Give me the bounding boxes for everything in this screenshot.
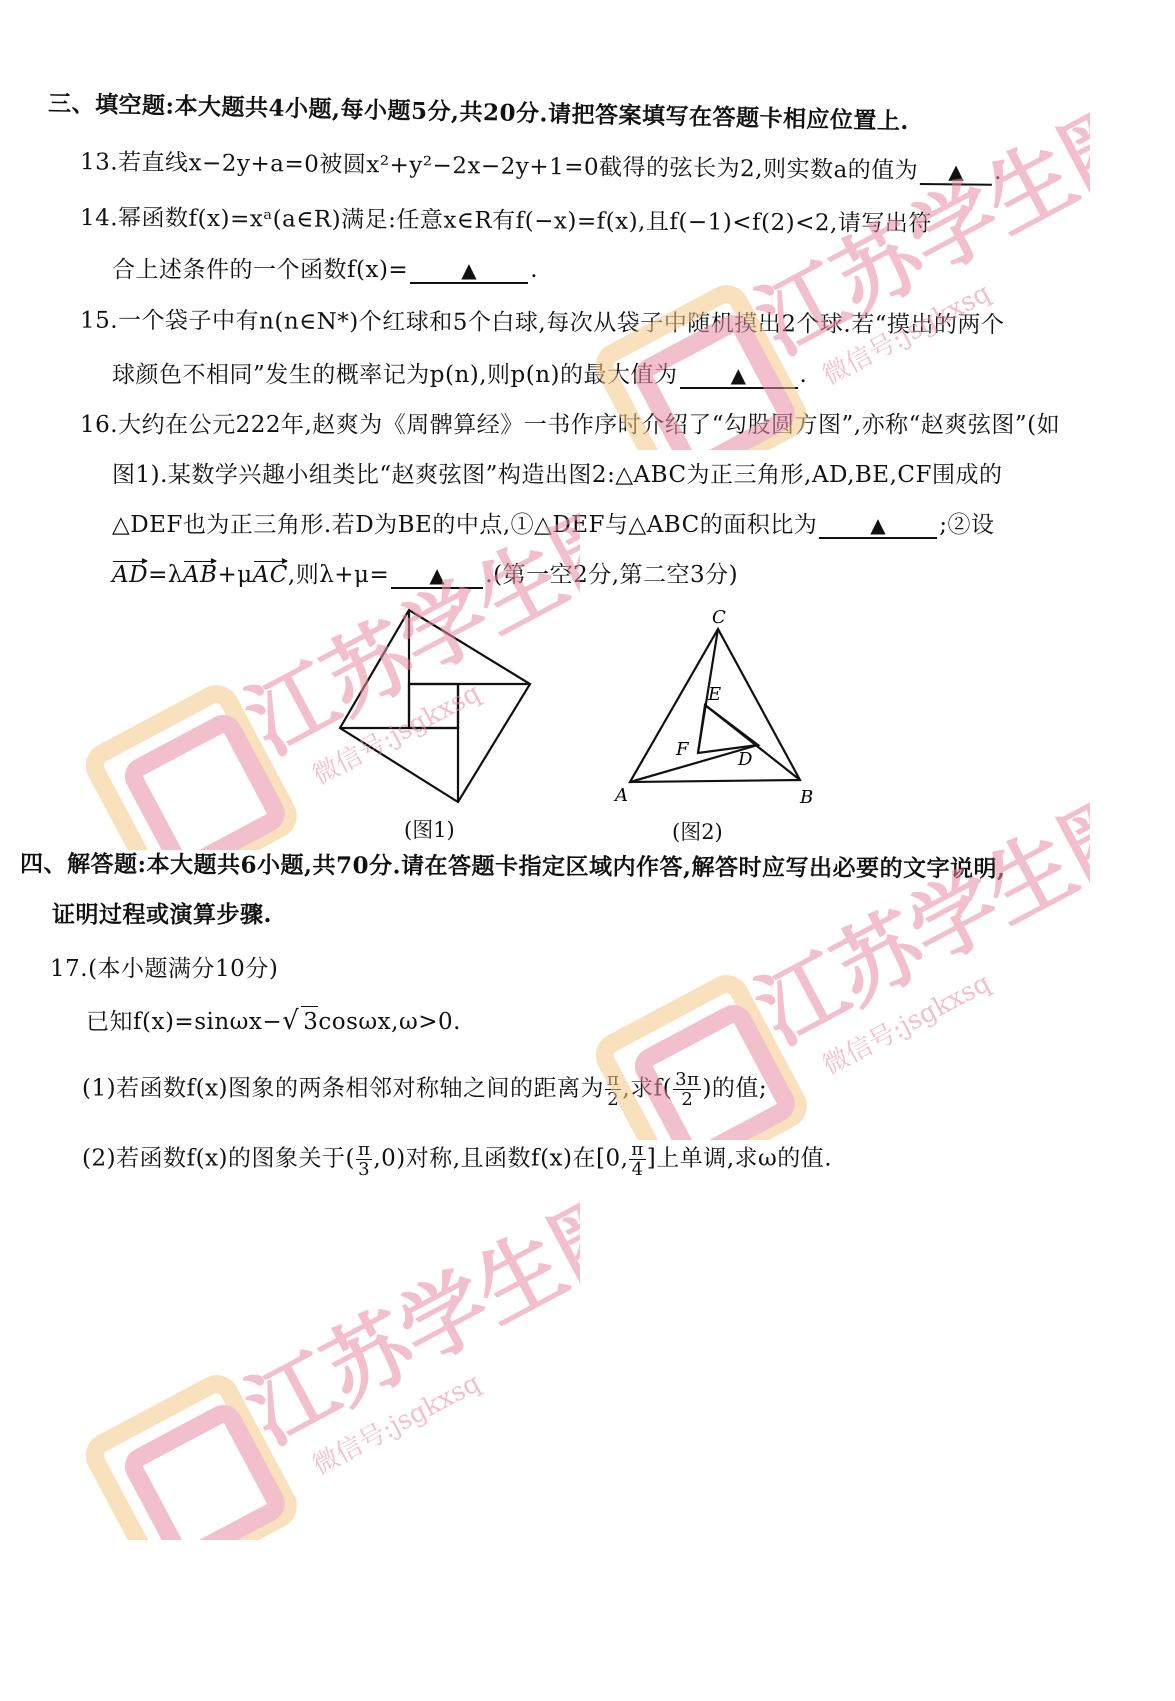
- q13-answer-blank[interactable]: ▲: [920, 159, 992, 186]
- q15-number: 15.: [79, 307, 119, 334]
- fig1-inner-square: [409, 684, 458, 728]
- section4-intro: :本大题共6小题,共70分.请在答题卡指定区域内作答,解答时应写出必要的文字说明,: [137, 851, 1006, 883]
- question-13: [80, 147, 1002, 187]
- question-16-line4: [112, 560, 738, 590]
- question-17-header: 17.(本小题满分10分): [50, 956, 279, 982]
- label-a: A: [615, 785, 628, 805]
- question-15-line1: [80, 306, 1005, 341]
- watermark-brand-text: 江苏学生圈: [741, 772, 1090, 1064]
- watermark-wechat-text: 微信号:jsgkxsq: [307, 678, 486, 792]
- q14-answer-blank[interactable]: ▲: [410, 258, 528, 284]
- vector-ad: AD: [112, 562, 149, 588]
- q17-part2-a: (2)若函数f(x)的图象关于(: [82, 1145, 355, 1172]
- section4-heading: 四、解答题: [19, 850, 138, 879]
- frac-den: 2: [607, 1089, 620, 1110]
- q16-blank2[interactable]: ▲: [391, 563, 483, 589]
- watermark-wechat-text: 微信号:jsgkxsq: [817, 968, 996, 1082]
- section3-intro: :本大题共4小题,每小题5分,共20分.请把答案填写在答题卡相应位置上.: [165, 92, 910, 136]
- q15-end: .: [799, 362, 808, 388]
- q14-end: .: [530, 257, 539, 283]
- label-d: D: [738, 749, 753, 770]
- label-c: C: [712, 607, 726, 628]
- q17-given-a: 已知f(x)=sinωx−: [86, 1009, 283, 1035]
- watermark-bottom-left: [60, 1160, 580, 1540]
- label-f: F: [676, 739, 689, 760]
- label-e: E: [708, 684, 722, 705]
- q16-blank1[interactable]: ▲: [819, 513, 937, 539]
- q17-given-b: cosωx,ω>0.: [318, 1009, 461, 1035]
- q17-part2-b: ,0)对称,且函数f(x)在[0,: [373, 1145, 629, 1172]
- question-14-line2: [112, 255, 538, 285]
- question-17-part2: [82, 1140, 832, 1179]
- question-16-line3: [112, 510, 994, 540]
- figure-2-caption: (图2): [672, 820, 723, 844]
- watermark-wechat-text: 微信号:jsgkxsq: [817, 278, 996, 392]
- q16-line3-end: ;②设: [939, 512, 995, 538]
- q16-line2: 图1).某数学兴趣小组类比“赵爽弦图”构造出图2:△ABC为正三角形,AD,BE,CF围成的: [112, 462, 1003, 488]
- question-15-line2: [112, 360, 807, 390]
- vector-ab: AB: [182, 562, 218, 588]
- q16-line4-a: =λ: [148, 562, 183, 588]
- q17-part2-c: ]上单调,求ω的值.: [646, 1145, 833, 1172]
- figure-1-caption: (图1): [404, 818, 455, 842]
- question-16-line2: [112, 460, 1002, 490]
- q15-line2: 球颜色不相同”发生的概率记为p(n),则p(n)的最大值为: [112, 362, 678, 388]
- section3-heading: 三、填空题: [47, 89, 166, 120]
- q17-part1-b: ,求f(: [622, 1075, 673, 1102]
- q16-line3: △DEF也为正三角形.若D为BE的中点,①△DEF与△ABC的面积比为: [112, 512, 818, 538]
- section4-intro-line2: 证明过程或演算步骤.: [52, 901, 273, 928]
- q17-given-sqrt: 3: [301, 1006, 318, 1037]
- frac-den: 4: [631, 1159, 644, 1180]
- frac-num: π: [607, 1069, 620, 1090]
- frac-den: 2: [681, 1089, 694, 1110]
- q14-line2: 合上述条件的一个函数f(x)=: [112, 257, 409, 283]
- watermark-brand-text: 江苏学生圈: [741, 82, 1090, 374]
- q16-line4-b: +μ: [217, 562, 253, 588]
- watermark-wechat-text: 微信号:jsgkxsq: [307, 1368, 486, 1482]
- vector-ac: AC: [252, 562, 288, 588]
- question-16-line1: [80, 410, 1060, 440]
- figure-2-diagram: [610, 605, 820, 805]
- frac-num: 3π: [675, 1069, 700, 1090]
- question-14-line1: [80, 203, 932, 239]
- section4-heading-line: [20, 849, 1006, 884]
- frac-num: π: [631, 1139, 644, 1160]
- q17-part1-c: )的值;: [702, 1075, 768, 1102]
- q16-number: 16.: [80, 412, 119, 438]
- fig1-outer-square: [340, 610, 530, 802]
- q14-number: 14.: [79, 205, 119, 232]
- question-17-part1: [82, 1070, 767, 1109]
- q17-part2-fraction2: [629, 1140, 645, 1179]
- section3-heading-line: [48, 89, 909, 137]
- q13-text: 若直线x−2y+a=0被圆x²+y²−2x−2y+1=0截得的弦长为2,则实数a的值为: [117, 149, 919, 184]
- fig2-triangle-def: [698, 705, 758, 753]
- watermark-logo-icon: [60, 1160, 580, 1540]
- sqrt-sign-icon: √: [282, 1006, 300, 1036]
- q16-line4-c: ,则λ+μ=: [287, 562, 390, 588]
- q13-number: 13.: [79, 149, 119, 176]
- q17-part1-a: (1)若函数f(x)图象的两条相邻对称轴之间的距离为: [82, 1075, 605, 1102]
- q17-part1-fraction2: [673, 1070, 701, 1109]
- figure-1-diagram: [330, 600, 545, 815]
- q15-answer-blank[interactable]: ▲: [680, 363, 798, 389]
- q17-part1-fraction: [605, 1070, 621, 1109]
- label-b: B: [800, 787, 814, 805]
- watermark-brand-text: 江苏学生圈: [231, 482, 580, 774]
- q15-line1: 一个袋子中有n(n∈N*)个红球和5个白球,每次从袋子中随机摸出2个球.若“摸出的两个: [118, 307, 1005, 339]
- question-17-given: [86, 1006, 461, 1037]
- frac-den: 3: [358, 1159, 371, 1180]
- q16-line4-end: .(第一空2分,第二空3分): [485, 562, 739, 588]
- q16-line1: 大约在公元222年,赵爽为《周髀算经》一书作序时介绍了“勾股圆方图”,亦称“赵爽弦图”(如: [118, 412, 1061, 438]
- watermark-brand-text: 江苏学生圈: [231, 1172, 580, 1464]
- q17-part2-fraction: [356, 1140, 372, 1179]
- frac-num: π: [357, 1139, 371, 1160]
- q14-line1: 幂函数f(x)=xᵃ(a∈R)满足:任意x∈R有f(−x)=f(x),且f(−1)<f(2)<2,请写出符: [117, 205, 932, 237]
- q13-end: .: [994, 158, 1003, 185]
